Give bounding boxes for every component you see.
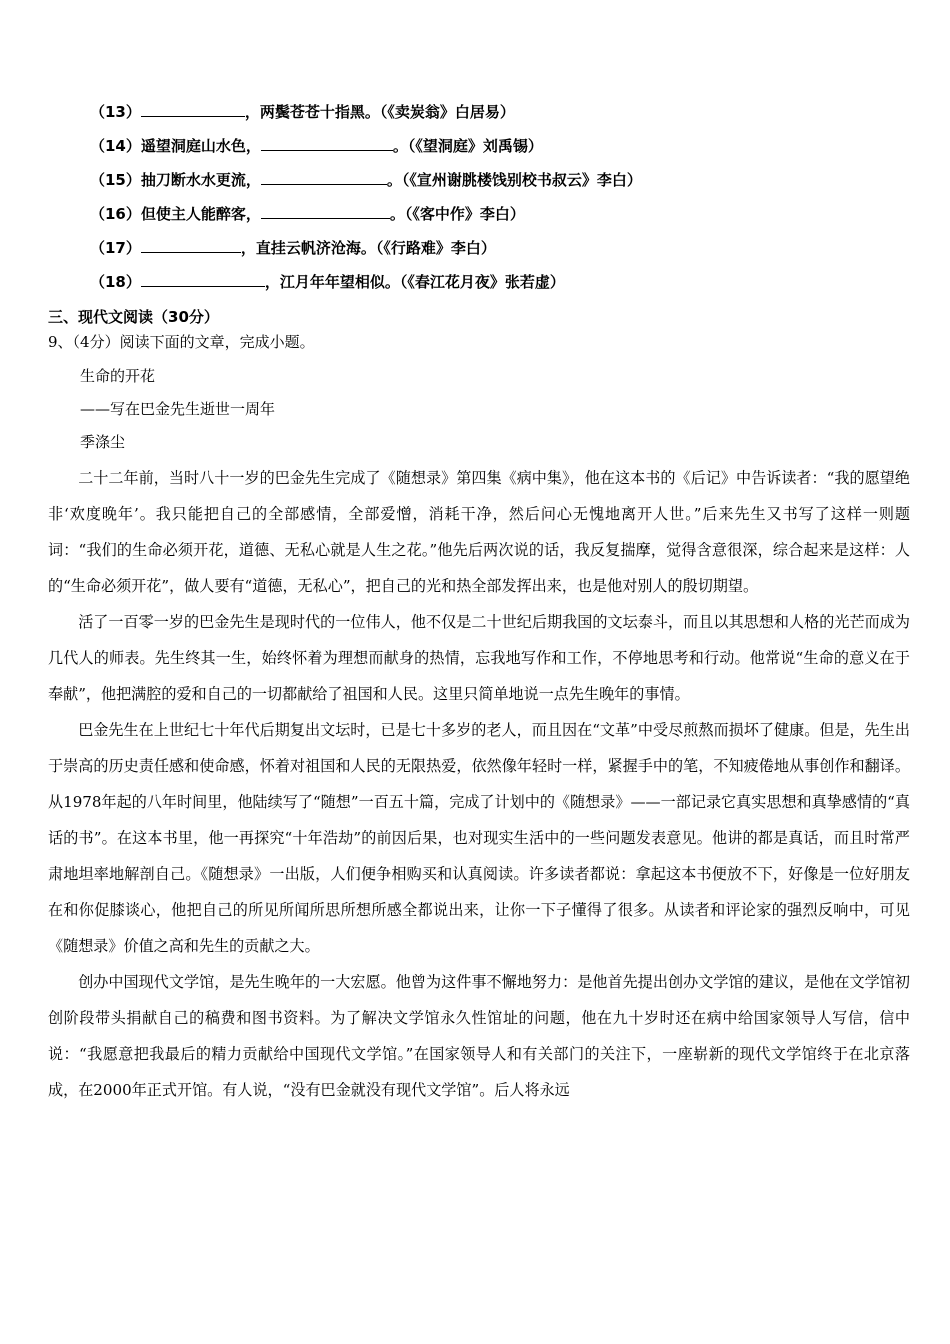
poetry-fill-item-18 — [90, 269, 910, 295]
poetry-fill-item-14 — [90, 133, 910, 159]
article-author: 季涤尘 — [80, 433, 126, 451]
answer-blank[interactable] — [261, 133, 393, 151]
article-paragraph: 活了一百零一岁的巴金先生是现时代的一位伟人，他不仅是二十世纪后期我国的文坛泰斗，而且以其思想和人格的光芒而成为几代人的师表。先生终其一生，始终怀着为理想而献身的热情，忘我地写作和工作，不停地思考和行动。他常说“生命的意义在于奉献”，他把满腔的爱和自己的一切都献给了祖国和人民。这里只简单地说一点先生晚年的事情。 — [48, 613, 910, 703]
poetry-fill-item-17 — [90, 235, 910, 261]
item-text-after: 。（《宣州谢朓楼饯别校书叔云》李白） — [386, 171, 642, 189]
item-number: （16） — [90, 205, 141, 223]
item-number: （18） — [90, 273, 141, 291]
item-number: （15） — [90, 171, 141, 189]
item-text-before: 但使主人能醉客， — [140, 205, 261, 223]
article-paragraph: 创办中国现代文学馆，是先生晚年的一大宏愿。他曾为这件事不懈地努力：是他首先提出创办文学馆的建议，是他在文学馆初创阶段带头捐献自己的稿费和图书资料。为了解决文学馆永久性馆址的问题，他在九十岁时还在病中给国家领导人写信，信中说：“我愿意把我最后的精力贡献给中国现代文学馆。”在国家领导人和有关部门的关注下，一座崭新的现代文学馆终于在北京落成，在2000年正式开馆。有人说，“没有巴金就没有现代文学馆”。后人将永远 — [48, 973, 910, 1099]
item-text-after: 。（《客中作》李白） — [389, 205, 525, 223]
answer-blank[interactable] — [261, 201, 390, 219]
question-instruction: 9、（4分）阅读下面的文章，完成小题。 — [48, 333, 315, 351]
article-body — [48, 460, 910, 1108]
poetry-fill-item-15 — [90, 167, 910, 193]
item-text-before: 遥望洞庭山水色， — [140, 137, 261, 155]
poetry-fill-item-13 — [90, 99, 910, 125]
article-paragraph: 二十二年前，当时八十一岁的巴金先生完成了《随想录》第四集《病中集》，他在这本书的《后记》中告诉读者：“我的愿望绝非‘欢度晚年’。我只能把自己的全部感情，全部爱憎，消耗干净，然后问心无愧地离开人世。”后来先生又书写了这样一则题词：“我们的生命必须开花，道德、无私心就是人生之花。”他先后两次说的话，我反复揣摩，觉得含意很深，综合起来是这样：人的“生命必须开花”，做人要有“道德，无私心”，把自己的光和热全部发挥出来，也是他对别人的殷切期望。 — [48, 469, 910, 595]
item-text-after: ，两鬓苍苍十指黑。（《卖炭翁》白居易） — [244, 103, 515, 121]
answer-blank[interactable] — [141, 235, 241, 253]
article-title: 生命的开花 — [80, 367, 156, 385]
answer-blank[interactable] — [141, 99, 245, 117]
item-text-after: ，直挂云帆济沧海。（《行路难》李白） — [240, 239, 496, 257]
item-text-after: ，江月年年望相似。（《春江花月夜》张若虚） — [264, 273, 565, 291]
article-paragraph: 巴金先生在上世纪七十年代后期复出文坛时，已是七十多岁的老人，而且因在“文革”中受尽煎熬而损坏了健康。但是，先生出于崇高的历史责任感和使命感，怀着对祖国和人民的无限热爱，依然像年轻时一样，紧握手中的笔，不知疲倦地从事创作和翻译。从1978年起的八年时间里，他陆续写了“随想”一百五十篇，完成了计划中的《随想录》——一部记录它真实思想和真挚感情的“真话的书”。在这本书里，他一再探究“十年浩劫”的前因后果，也对现实生活中的一些问题发表意见。他讲的都是真话，而且时常严肃地坦率地解剖自己。《随想录》一出版，人们便争相购买和认真阅读。许多读者都说：拿起这本书便放不下，好像是一位好朋友在和你促膝谈心，他把自己的所见所闻所思所想所感全都说出来，让你一下子懂得了很多。从读者和评论家的强烈反响中，可见《随想录》价值之高和先生的贡献之大。 — [48, 721, 910, 955]
item-number: （14） — [90, 137, 141, 155]
poetry-fill-item-16 — [90, 201, 910, 227]
item-number: （17） — [90, 239, 141, 257]
article-subtitle: ——写在巴金先生逝世一周年 — [80, 400, 276, 418]
item-text-before: 抽刀断水水更流， — [140, 171, 261, 189]
item-text-after: 。（《望洞庭》刘禹锡） — [392, 137, 543, 155]
section-title: 三、现代文阅读（30分） — [48, 308, 219, 326]
answer-blank[interactable] — [141, 269, 265, 287]
item-number: （13） — [90, 103, 141, 121]
answer-blank[interactable] — [261, 167, 387, 185]
